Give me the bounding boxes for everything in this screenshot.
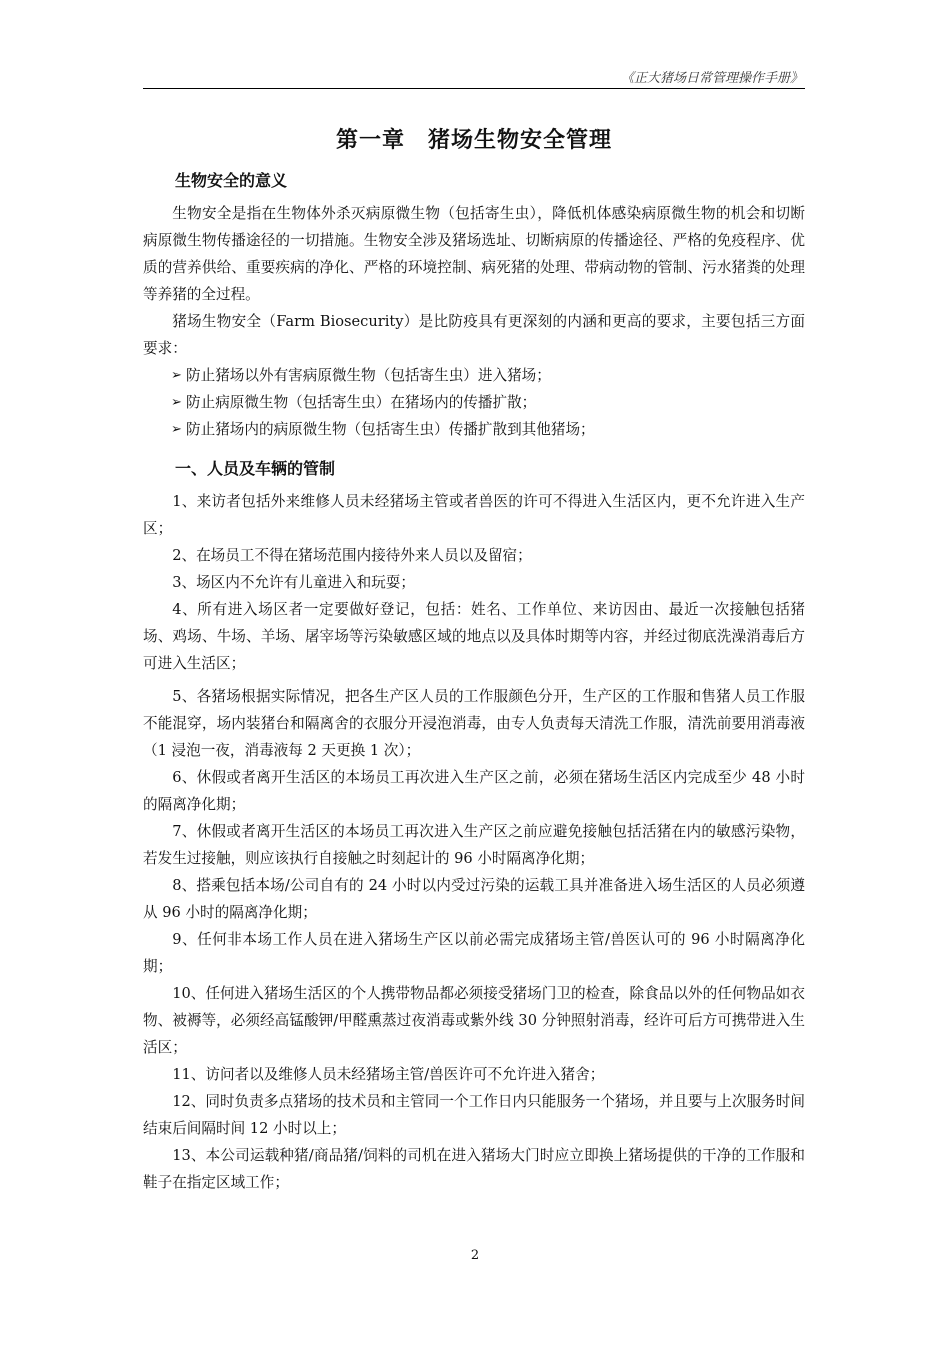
arrow-bullet-icon: ➢	[171, 422, 182, 437]
rule-item: 3、场区内不允许有儿童进入和玩耍；	[172, 574, 415, 591]
rule-item: 5、各猪场根据实际情况，把各生产区人员的工作服颜色分开，生产区的工作服和售猪人员工作服不能混穿，场内装猪台和隔离舍的衣服分开浸泡消毒，由专人负责每天清洗工作服，清洗前要用消毒液（1 浸泡一夜，消毒液每 2 天更换 1 次）；	[143, 688, 805, 759]
chapter-title: 第一章 猪场生物安全管理	[335, 128, 612, 153]
rule-item: 7、休假或者离开生活区的本场员工再次进入生产区之前应避免接触包括活猪在内的敏感污染物，若发生过接触，则应该执行自接触之时刻起计的 96 小时隔离净化期；	[143, 823, 805, 867]
bullet-item	[143, 389, 805, 416]
bullet-item	[143, 416, 805, 443]
bullet-text: 防止猪场以外有害病原微生物（包括寄生虫）进入猪场；	[186, 367, 551, 384]
section-significance-body	[143, 200, 805, 443]
rule-item: 11、访问者以及维修人员未经猪场主管/兽医许可不允许进入猪舍；	[172, 1066, 605, 1083]
paragraph-farm-biosecurity: 猪场生物安全（Farm Biosecurity）是比防疫具有更深刻的内涵和更高的要求，主要包括三方面要求：	[143, 313, 805, 357]
section-heading-personnel-vehicles: 一、人员及车辆的管制	[175, 459, 336, 478]
section-heading-significance: 生物安全的意义	[175, 171, 288, 190]
rule-item: 8、搭乘包括本场/公司自有的 24 小时以内受过污染的运载工具并准备进入场生活区的人员必须遵从 96 小时的隔离净化期；	[143, 877, 805, 921]
bullet-text: 防止猪场内的病原微生物（包括寄生虫）传播扩散到其他猪场；	[186, 421, 595, 438]
rule-item: 13、本公司运载种猪/商品猪/饲料的司机在进入猪场大门时应立即换上猪场提供的干净的工作服和鞋子在指定区域工作；	[143, 1147, 805, 1191]
rule-item: 9、任何非本场工作人员在进入猪场生产区以前必需完成猪场主管/兽医认可的 96 小时隔离净化期；	[143, 931, 805, 975]
rule-item: 6、休假或者离开生活区的本场员工再次进入生产区之前，必须在猪场生活区内完成至少 48 小时的隔离净化期；	[143, 769, 805, 813]
arrow-bullet-icon: ➢	[171, 395, 182, 410]
rule-item: 1、来访者包括外来维修人员未经猪场主管或者兽医的许可不得进入生活区内，更不允许进入生产区；	[143, 493, 805, 537]
rule-item: 12、同时负责多点猪场的技术员和主管同一个工作日内只能服务一个猪场，并且要与上次服务时间结束后间隔时间 12 小时以上；	[143, 1093, 805, 1137]
bullet-text: 防止病原微生物（包括寄生虫）在猪场内的传播扩散；	[186, 394, 537, 411]
page-number: 2	[470, 1248, 480, 1263]
rule-item: 10、任何进入猪场生活区的个人携带物品都必须接受猪场门卫的检查，除食品以外的任何物品如衣物、被褥等，必须经高锰酸钾/甲醛熏蒸过夜消毒或紫外线 30 分钟照射消毒，经许可后方可携带进入生活区；	[143, 985, 805, 1056]
rule-item: 4、所有进入场区者一定要做好登记，包括：姓名、工作单位、来访因由、最近一次接触包括猪场、鸡场、牛场、羊场、屠宰场等污染敏感区域的地点以及具体时期等内容，并经过彻底洗澡消毒后方可进入生活区；	[143, 601, 805, 672]
arrow-bullet-icon: ➢	[171, 368, 182, 383]
header-rule	[143, 88, 805, 89]
manual-title: 《正大猪场日常管理操作手册》	[620, 71, 803, 86]
paragraph-definition: 生物安全是指在生物体外杀灭病原微生物（包括寄生虫），降低机体感染病原微生物的机会和切断病原微生物传播途径的一切措施。生物安全涉及猪场选址、切断病原的传播途径、严格的免疫程序、优质的营养供给、重要疾病的净化、严格的环境控制、病死猪的处理、带病动物的管制、污水猪粪的处理等养猪的全过程。	[143, 205, 805, 303]
section-personnel-rules	[143, 488, 805, 1196]
bullet-item	[143, 362, 805, 389]
rule-item: 2、在场员工不得在猪场范围内接待外来人员以及留宿；	[172, 547, 532, 564]
